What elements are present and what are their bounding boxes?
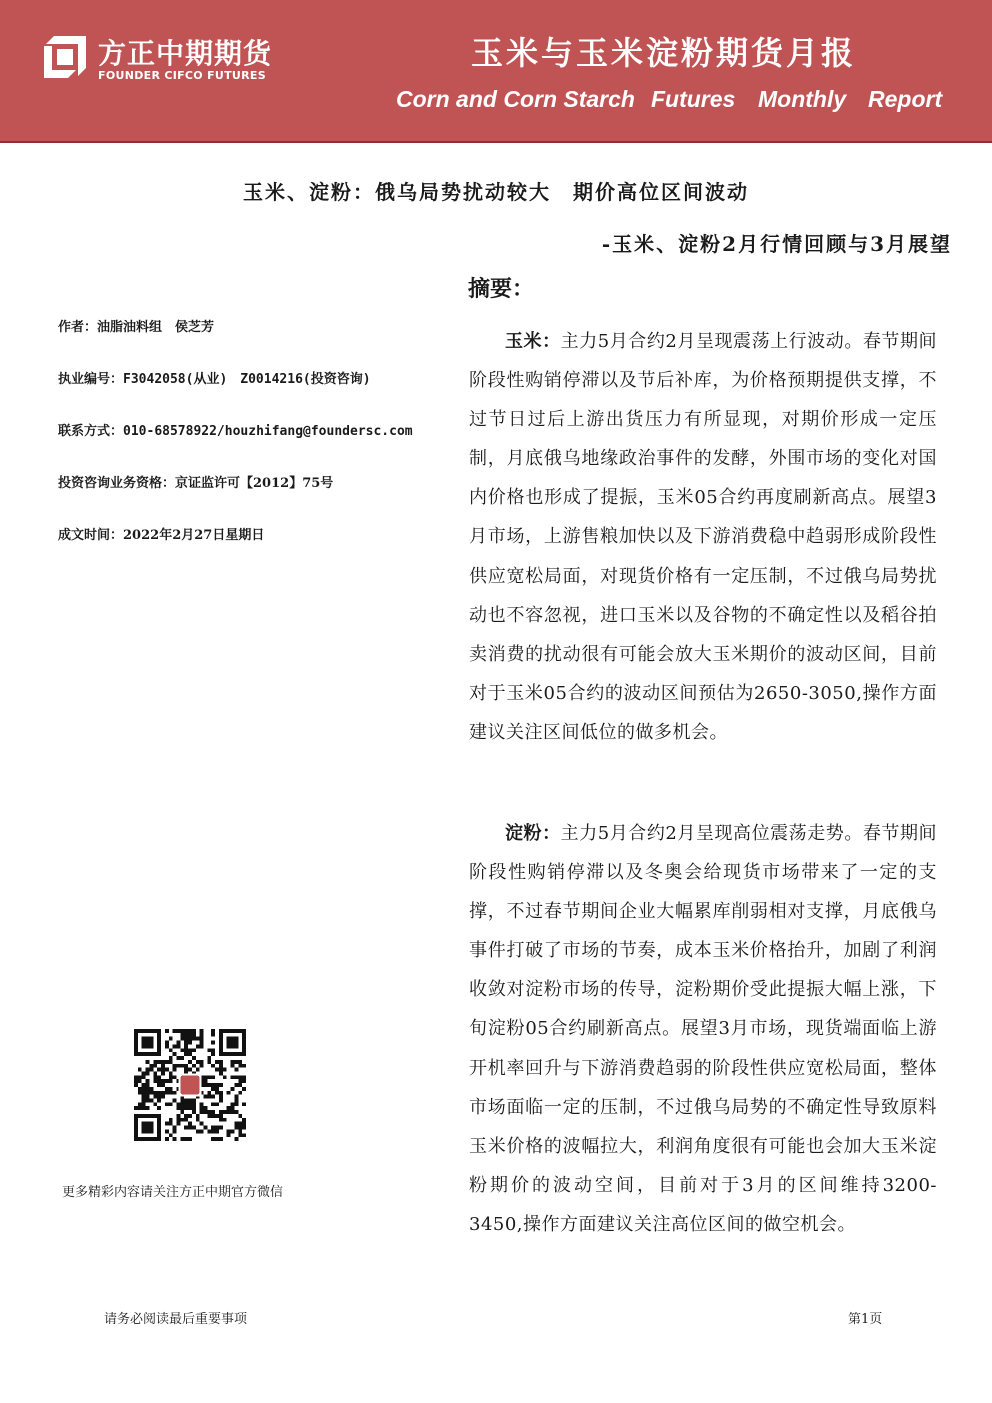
founder-logo-icon: [40, 32, 90, 82]
meta-qualification-value: 京证监许可【2012】75号: [175, 476, 334, 491]
meta-contact: [58, 420, 413, 439]
report-header: [0, 0, 992, 143]
footer-notice: 请务必阅读最后重要事项: [104, 1312, 248, 1327]
report-title-en-word: Monthly: [758, 86, 847, 112]
meta-license-value: F3042058(从业) Z0014216(投资咨询): [123, 372, 371, 387]
starch-label: 淀粉：: [505, 823, 561, 844]
meta-date-label: 成文时间：: [58, 528, 124, 543]
report-title-en-word: Report: [868, 86, 943, 112]
meta-qualification-label: 投资咨询业务资格：: [58, 476, 176, 491]
report-title-english: [396, 86, 941, 122]
meta-contact-value: 010-68578922/houzhifang@foundersc.com: [123, 424, 413, 439]
meta-author-value: 油脂油料组 侯芝芳: [97, 320, 215, 335]
qr-center-logo-icon: [180, 1075, 199, 1094]
meta-qualification: [58, 472, 333, 491]
abstract-heading: 摘要：: [468, 276, 535, 302]
meta-license: [58, 368, 371, 387]
meta-date-value: 2022年2月27日星期日: [123, 528, 265, 543]
corn-text: 主力5月合约2月呈现震荡上行波动。春节期间阶段性购销停滞以及节后补库，为价格预期提供支撑，不过节日过后上游出货压力有所显现，对期价形成一定压制，月底俄乌地缘政治事件的发酵，外围市场的变化对国内价格也形成了提振，玉米05合约再度刷新高点。展望3月市场，上游售粮加快以及下游消费稳中趋弱形成阶段性供应宽松局面，对现货价格有一定压制，不过俄乌局势扰动也不容忽视，进口玉米以及谷物的不确定性以及稻谷拍卖消费的扰动很有可能会放大玉米期价的波动区间，目前对于玉米05合约的波动区间预估为2650-3050,操作方面建议关注区间低位的做多机会。: [469, 331, 938, 743]
report-title-en-word: Corn and Corn Starch: [396, 86, 635, 112]
starch-paragraph: [469, 814, 937, 1244]
logo-chinese-name: 方正中期期货: [98, 37, 273, 70]
footer-page-number: 第1页: [848, 1312, 883, 1327]
logo-english-name: FOUNDER CIFCO FUTURES: [98, 69, 266, 82]
meta-contact-label: 联系方式：: [58, 424, 124, 439]
report-title-en-word: Futures: [651, 86, 736, 112]
document-title: 玉米、淀粉：俄乌局势扰动较大 期价高位区间波动: [243, 180, 749, 204]
corn-label: 玉米：: [505, 331, 561, 352]
corn-paragraph: [469, 322, 937, 752]
company-logo: [40, 32, 300, 86]
wechat-qr-code: [134, 1029, 246, 1141]
qr-caption: 更多精彩内容请关注方正中期官方微信: [62, 1185, 284, 1200]
document-subtitle: -玉米、淀粉2月行情回顾与3月展望: [601, 232, 952, 256]
meta-author-label: 作者：: [58, 320, 98, 335]
meta-date: [58, 524, 264, 543]
meta-author: [58, 316, 214, 335]
starch-text: 主力5月合约2月呈现高位震荡走势。春节期间阶段性购销停滞以及冬奥会给现货市场带来了一定的支撑，不过春节期间企业大幅累库削弱相对支撑，月底俄乌事件打破了市场的节奏，成本玉米价格抬升，加剧了利润收敛对淀粉市场的传导，淀粉期价受此提振大幅上涨，下旬淀粉05合约刷新高点。展望3月市场，现货端面临上游开机率回升与下游消费趋弱的阶段性供应宽松局面，整体市场面临一定的压制，不过俄乌局势的不确定性导致原料玉米价格的波幅拉大，利润角度很有可能也会加大玉米淀粉期价的波动空间，目前对于3月的区间维持3200-3450,操作方面建议关注高位区间的做空机会。: [469, 823, 938, 1235]
report-title-chinese: 玉米与玉米淀粉期货月报: [470, 34, 856, 72]
meta-license-label: 执业编号：: [58, 372, 124, 387]
